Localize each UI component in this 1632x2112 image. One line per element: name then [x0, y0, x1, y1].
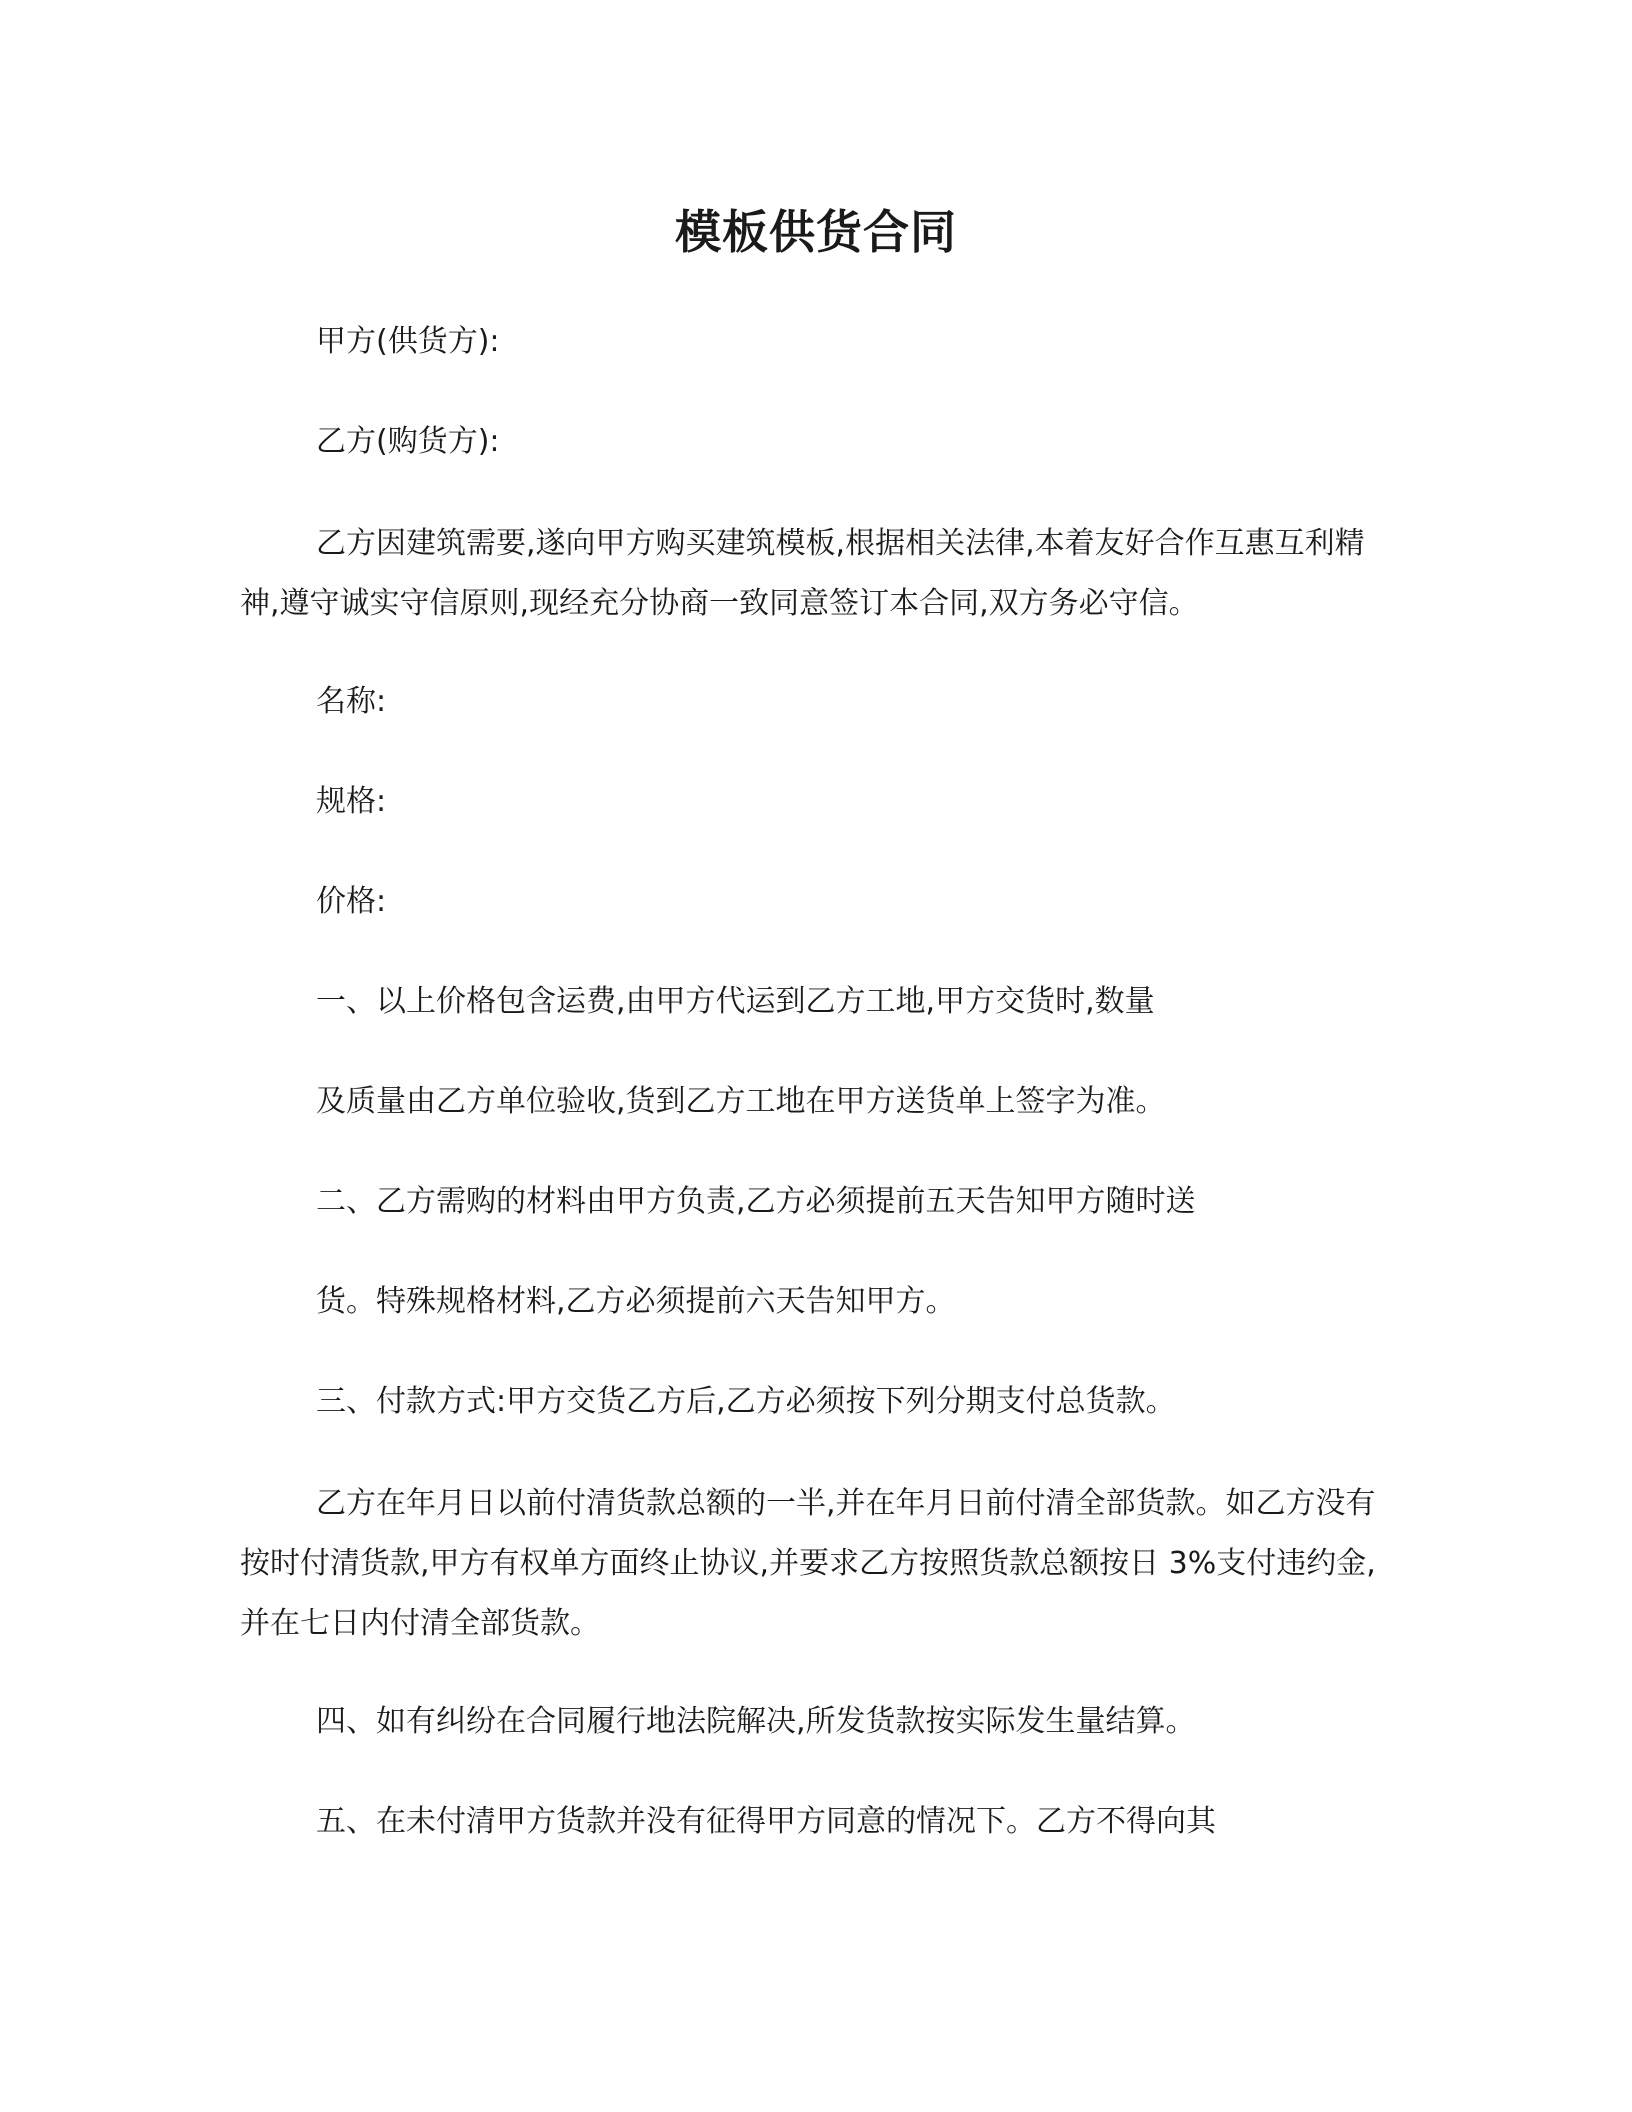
spec-label: 规格:: [316, 784, 387, 819]
clause-2-line-2: 货。特殊规格材料,乙方必须提前六天告知甲方。: [316, 1284, 956, 1319]
clause-2-line-1: 二、乙方需购的材料由甲方负责,乙方必须提前五天告知甲方随时送: [316, 1184, 1196, 1219]
party-b-label: 乙方(购货方):: [316, 424, 500, 459]
intro-paragraph: 乙方因建筑需要,遂向甲方购买建筑模板,根据相关法律,本着友好合作互惠互利精神,遵守诚实守信原则,现经充分协商一致同意签订本合同,双方务必守信。: [240, 526, 1365, 621]
clause-1-line-2: 及质量由乙方单位验收,货到乙方工地在甲方送货单上签字为准。: [316, 1084, 1166, 1119]
name-label: 名称:: [316, 684, 387, 719]
clause-4: 四、如有纠纷在合同履行地法院解决,所发货款按实际发生量结算。: [316, 1704, 1196, 1739]
party-a-label: 甲方(供货方):: [316, 324, 500, 359]
clause-3: 三、付款方式:甲方交货乙方后,乙方必须按下列分期支付总货款。: [316, 1384, 1176, 1419]
clause-5-line-1: 五、在未付清甲方货款并没有征得甲方同意的情况下。乙方不得向其: [316, 1804, 1216, 1839]
payment-terms-paragraph: 乙方在年月日以前付清货款总额的一半,并在年月日前付清全部货款。如乙方没有按时付清货款,甲方有权单方面终止协议,并要求乙方按照货款总额按日 3%支付违约金,并在七日内付清全部货款。: [240, 1486, 1376, 1641]
price-label: 价格:: [316, 884, 387, 919]
document-title: 模板供货合同: [675, 205, 957, 259]
clause-1-line-1: 一、以上价格包含运费,由甲方代运到乙方工地,甲方交货时,数量: [316, 984, 1155, 1019]
